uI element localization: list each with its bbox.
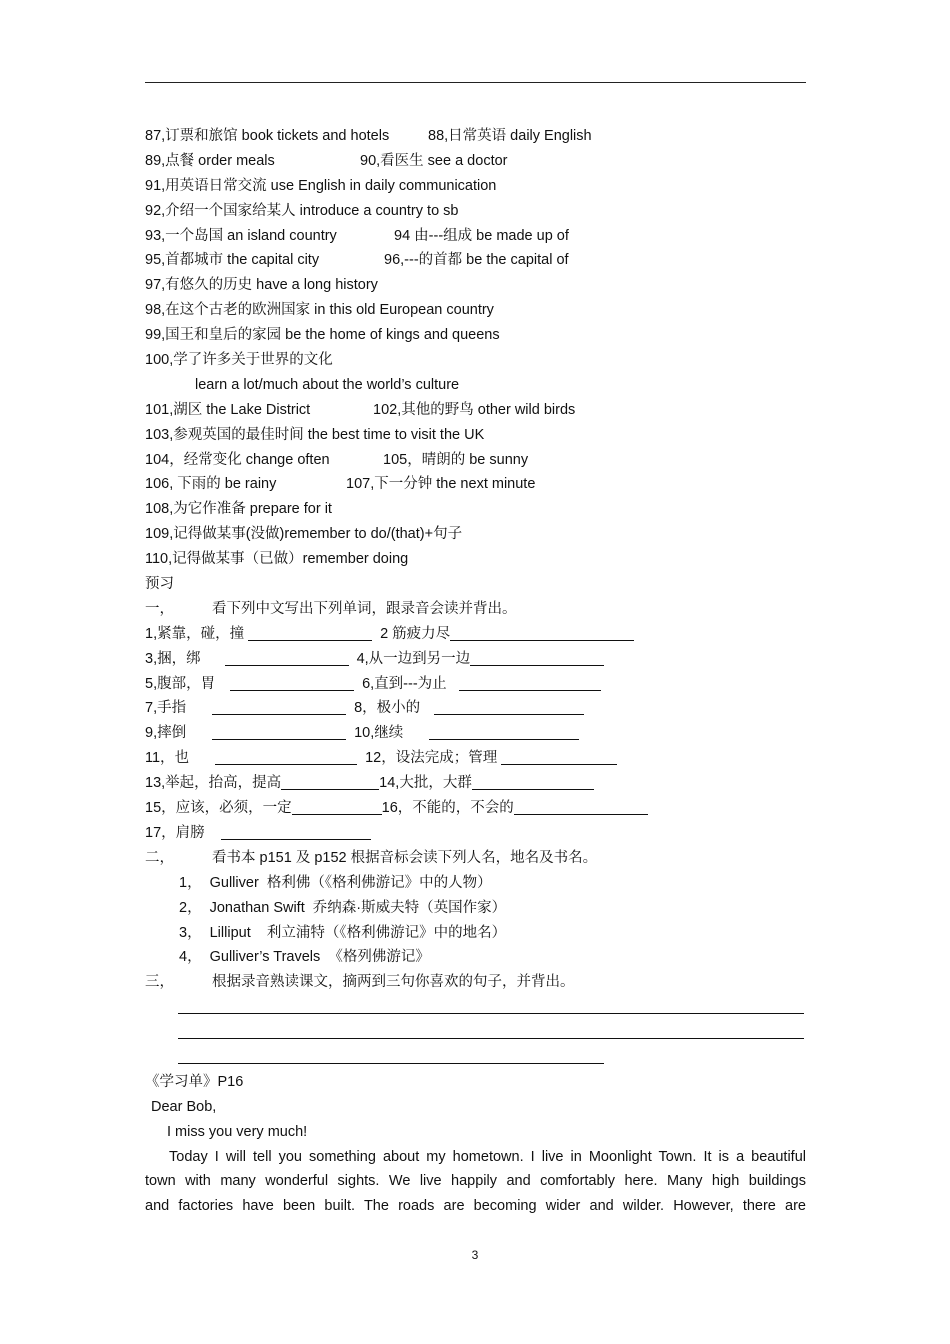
phrase-line-110: 110,记得做某事（已做）remember doing xyxy=(145,551,409,568)
letter-line-1: I miss you very much! xyxy=(167,1123,308,1140)
phrase-line-91: 91,用英语日常交流 use English in daily communication xyxy=(145,177,497,194)
writing-line-2[interactable] xyxy=(145,1020,806,1045)
phrase-line-98: 98,在这个古老的欧洲国家 in this old European country xyxy=(145,302,494,319)
preview-title: 预习 xyxy=(145,576,174,593)
answer-blank[interactable] xyxy=(212,698,346,715)
name-item-1: 1， Gulliver 格利佛（《格利佛游记》中的人物） xyxy=(179,874,492,891)
answer-blank[interactable] xyxy=(292,798,382,815)
section3-heading: 三， 根据录音熟读课文，摘两到三句你喜欢的句子，并背出。 xyxy=(145,974,575,991)
phrase-line-106: 106, 下雨的 be rainy 107,下一分钟 the next minute xyxy=(145,476,536,493)
answer-blank[interactable] xyxy=(429,723,579,740)
letter-para-line-3: and factories have been built. The roads are becoming wider and wilder. However, there are xyxy=(145,1198,806,1215)
section2-heading: 二， 看书本 p151 及 p152 根据音标会读下列人名，地名及书名。 xyxy=(145,849,598,866)
vocab-row-13: 13,举起，抬高，提高 14,大批，大群 xyxy=(145,771,806,796)
phrase-line-103: 103,参观英国的最佳时间 the best time to visit the UK xyxy=(145,426,485,443)
worksheet-title: 《学习单》P16 xyxy=(145,1073,244,1090)
phrase-line-100-english: learn a lot/much about the world’s culture xyxy=(195,376,460,393)
answer-blank[interactable] xyxy=(248,624,372,641)
vocab-row-17: 17，肩膀 xyxy=(145,821,806,846)
section1-heading: 一， 看下列中文写出下列单词，跟录音会读并背出。 xyxy=(145,600,517,617)
answer-blank[interactable] xyxy=(470,649,604,666)
name-item-2: 2， Jonathan Swift 乔纳森·斯威夫特（英国作家） xyxy=(179,899,507,916)
phrase-line-95: 95,首都城市 the capital city 96,---的首都 be the capital of xyxy=(145,252,569,269)
phrase-line-92: 92,介绍一个国家给某人 introduce a country to sb xyxy=(145,202,459,219)
answer-blank[interactable] xyxy=(450,624,634,641)
phrase-line-100: 100,学了许多关于世界的文化 xyxy=(145,352,333,369)
phrase-line-87: 87,订票和旅馆 book tickets and hotels 88,日常英语 daily English xyxy=(145,128,592,144)
document-body xyxy=(145,124,806,1219)
phrase-line-108: 108,为它作准备 prepare for it xyxy=(145,501,332,518)
letter-para-line-1: Today I will tell you something about my hometown. I live in Moonlight Town. It is a beautiful xyxy=(169,1148,806,1165)
phrase-line-93: 93,一个岛国 an island country 94 由---组成 be made up of xyxy=(145,227,569,244)
page-number: 3 xyxy=(471,1248,479,1262)
answer-blank[interactable] xyxy=(221,823,371,840)
answer-blank[interactable] xyxy=(215,748,357,765)
answer-blank[interactable] xyxy=(225,649,349,666)
answer-blank[interactable] xyxy=(230,674,354,691)
phrase-line-89: 89,点餐 order meals 90,看医生 see a doctor xyxy=(145,152,508,169)
answer-blank[interactable] xyxy=(212,723,346,740)
answer-blank[interactable] xyxy=(514,798,648,815)
name-item-4: 4， Gulliver’s Travels 《格列佛游记》 xyxy=(179,949,430,966)
phrase-line-104: 104，经常变化 change often 105，晴朗的 be sunny xyxy=(145,451,529,468)
writing-line-1[interactable] xyxy=(145,995,806,1020)
phrase-line-101: 101,湖区 the Lake District 102,其他的野鸟 other wild birds xyxy=(145,401,576,418)
vocab-row-5: 5,腹部，胃 6,直到---为止 xyxy=(145,672,806,697)
writing-line-3[interactable] xyxy=(145,1045,806,1070)
vocab-row-15: 15，应该，必须，一定 16，不能的，不会的 xyxy=(145,796,806,821)
phrase-line-109: 109,记得做某事(没做)remember to do/(that)+句子 xyxy=(145,526,463,543)
answer-blank[interactable] xyxy=(281,773,379,790)
letter-para-line-2: town with many wonderful sights. We live happily and comfortably here. Many high buildings xyxy=(145,1173,806,1190)
vocab-row-1: 1,紧靠，碰，撞 2 筋疲力尽 xyxy=(145,622,806,647)
phrase-line-97: 97,有悠久的历史 have a long history xyxy=(145,277,378,294)
letter-greeting: Dear Bob, xyxy=(151,1098,217,1115)
vocab-row-7: 7,手指 8，极小的 xyxy=(145,696,806,721)
vocab-row-3: 3,捆，绑 4,从一边到另一边 xyxy=(145,647,806,672)
vocab-row-11: 11，也 12，设法完成；管理 xyxy=(145,746,806,771)
header-rule xyxy=(145,82,806,83)
answer-blank[interactable] xyxy=(459,674,601,691)
answer-blank[interactable] xyxy=(434,698,584,715)
answer-blank[interactable] xyxy=(501,748,617,765)
phrase-line-99: 99,国王和皇后的家园 be the home of kings and queens xyxy=(145,327,500,344)
vocab-row-9: 9,摔倒 10,继续 xyxy=(145,721,806,746)
answer-blank[interactable] xyxy=(472,773,594,790)
name-item-3: 3， Lilliput 利立浦特（《格利佛游记》中的地名） xyxy=(179,924,507,941)
